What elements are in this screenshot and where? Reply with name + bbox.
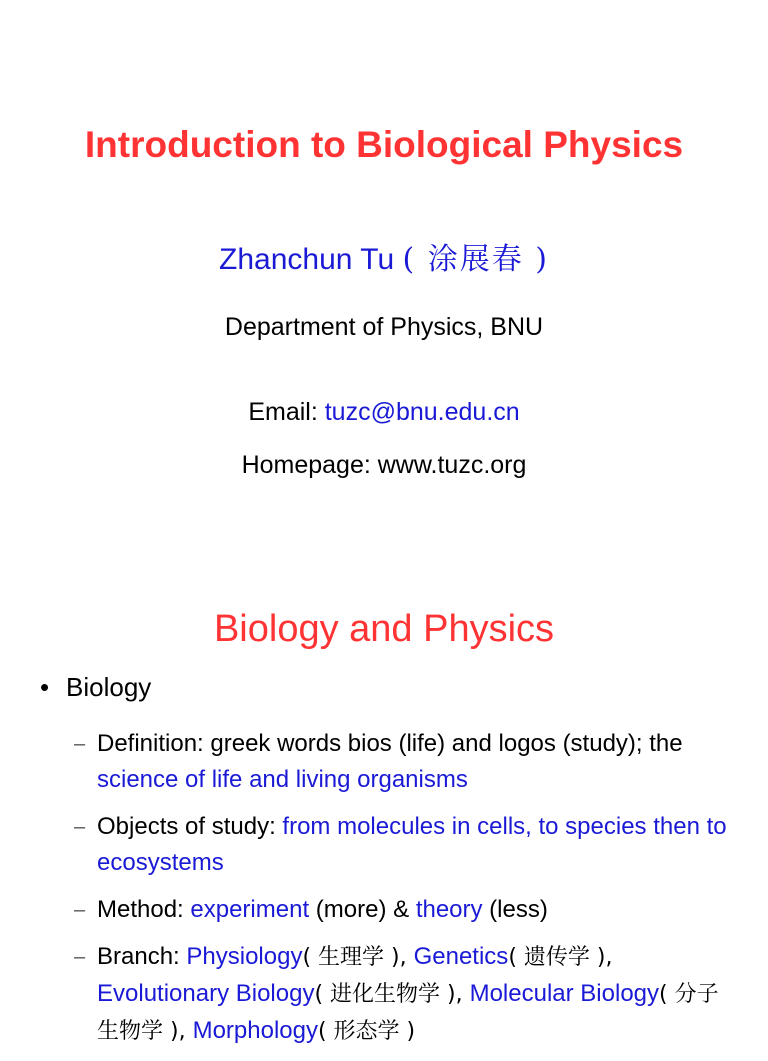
dash-marker: – (74, 733, 86, 755)
dash-marker: – (74, 816, 86, 838)
dash-marker: – (74, 899, 86, 921)
branch-molecular: Molecular Biology (469, 980, 660, 1007)
method-suffix: (less) (482, 896, 548, 923)
method-theory: theory (415, 896, 483, 923)
branch-molecular-cn: ( 分子生物学 ), (97, 982, 719, 1044)
email-line (0, 398, 768, 427)
method-experiment: experiment (190, 896, 310, 923)
sub-item-method (74, 892, 734, 928)
branch-prefix: Branch: (97, 943, 187, 970)
branch-physiology: Physiology (186, 943, 303, 970)
author-name: Zhanchun Tu (219, 243, 395, 276)
sub-item-branch (74, 939, 734, 1050)
content-slide (0, 560, 768, 1044)
objects-text: Objects of study: (97, 813, 283, 840)
email-link[interactable]: tuzc@bnu.edu.cn (324, 398, 520, 426)
definition-text: Definition: greek words bios (life) and logos (study); the (97, 730, 683, 757)
sub-item-definition (74, 726, 734, 798)
homepage-line: Homepage: www.tuzc.org (241, 451, 527, 479)
branch-genetics: Genetics (413, 943, 509, 970)
slide2-title: Biology and Physics (213, 608, 555, 650)
definition-highlight: science of life and living organisms (97, 766, 468, 793)
department: Department of Physics, BNU (224, 313, 544, 341)
slide-title: Introduction to Biological Physics (84, 124, 684, 165)
email-label: Email: (248, 398, 325, 426)
author-line (0, 234, 768, 278)
branch-genetics-cn: ( 遗传学 ), (508, 945, 613, 970)
sub-bullet-list (74, 726, 734, 1061)
branch-evolutionary-cn: ( 进化生物学 ), (314, 982, 470, 1007)
branch-evolutionary: Evolutionary Biology (97, 980, 315, 1007)
method-middle: (more) & (309, 896, 416, 923)
branch-physiology-cn: ( 生理学 ), (302, 945, 414, 970)
method-prefix: Method: (97, 896, 191, 923)
author-chinese-name: ( 涂展春 ) (402, 242, 549, 277)
bullet-biology (40, 672, 151, 703)
dash-marker: – (74, 946, 86, 968)
sub-item-objects (74, 809, 734, 881)
bullet-dot: • (40, 672, 50, 702)
branch-morphology-cn: ( 形态学 ) (317, 1019, 416, 1044)
objects-highlight: from molecules in cells, to species then to ecosystems (97, 813, 727, 876)
bullet-label: Biology (66, 672, 152, 702)
branch-morphology: Morphology (192, 1017, 318, 1044)
